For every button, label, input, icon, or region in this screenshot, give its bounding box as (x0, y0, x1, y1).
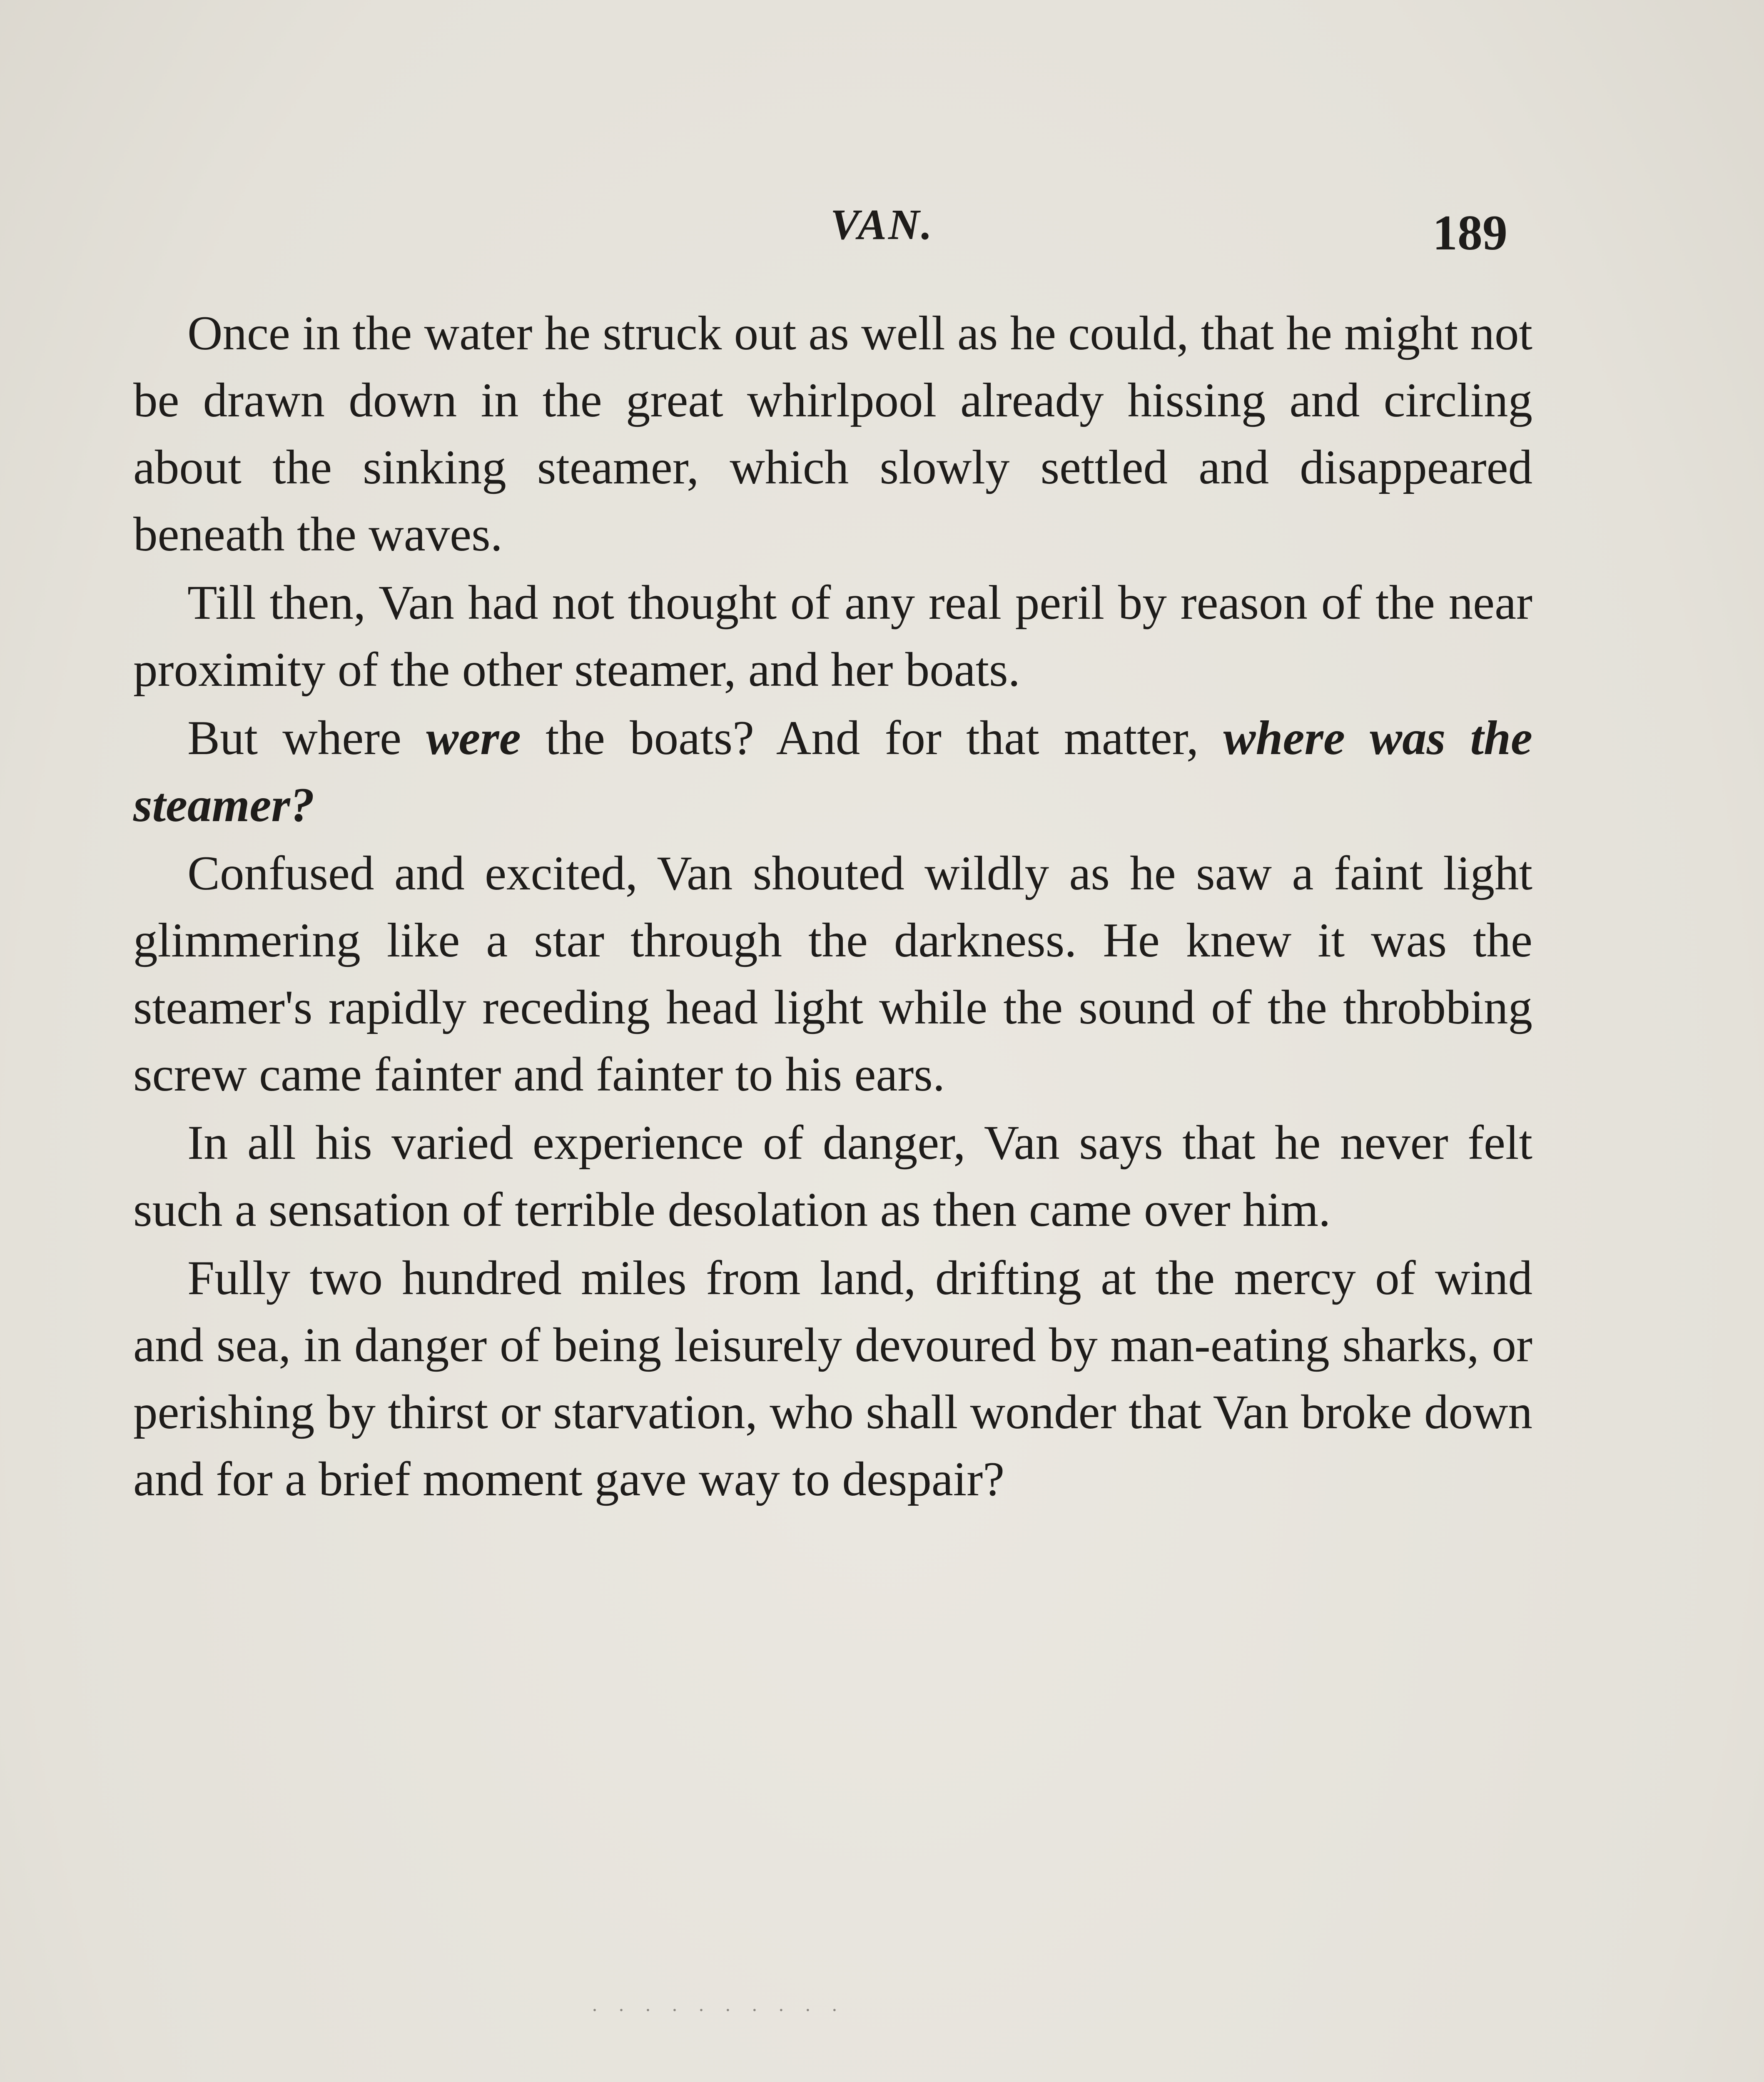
paragraph-text: the boats? And for that matter, (521, 711, 1223, 765)
paragraph (133, 1245, 1532, 1513)
paragraph (133, 300, 1532, 568)
page-number: 189 (1433, 205, 1507, 260)
ink-specks: · · · · · · · · · · (591, 1999, 845, 2021)
emphasis-text: were (426, 711, 521, 765)
paragraph (133, 705, 1532, 839)
paragraph-text: In all his varied experience of danger, Van says that he never felt such a sensation of terrible desolation as then came over him. (133, 1116, 1532, 1237)
paragraph-text: But where (187, 711, 426, 765)
paragraph-text: Till then, Van had not thought of any real peril by reason of the near proximity of the other steamer, and her boats. (133, 576, 1532, 697)
emphasis-text: where was the steamer? (133, 711, 1532, 832)
body-text (133, 300, 1532, 1514)
running-head: VAN. (830, 201, 934, 249)
paragraph (133, 569, 1532, 703)
paragraph (133, 1109, 1532, 1243)
paragraph-text: Confused and excited, Van shouted wildly as he saw a faint light glimmering like a star through the darkness. He knew it was the steamer's rapidly receding head light while the sound of the throbbing screw came fainter and fainter to his ears. (133, 847, 1532, 1101)
paragraph-text: Once in the water he struck out as well as he could, that he might not be drawn down in the great whirlpool already hissing and circling about the sinking steamer, which slowly settled and disappeared beneath the waves. (133, 306, 1532, 561)
paragraph-text: Fully two hundred miles from land, drifting at the mercy of wind and sea, in danger of being leisurely devoured by man-eating sharks, or perishing by thirst or starvation, who shall wonder that Van broke down and for a brief moment gave way to despair? (133, 1251, 1532, 1506)
paragraph (133, 840, 1532, 1108)
